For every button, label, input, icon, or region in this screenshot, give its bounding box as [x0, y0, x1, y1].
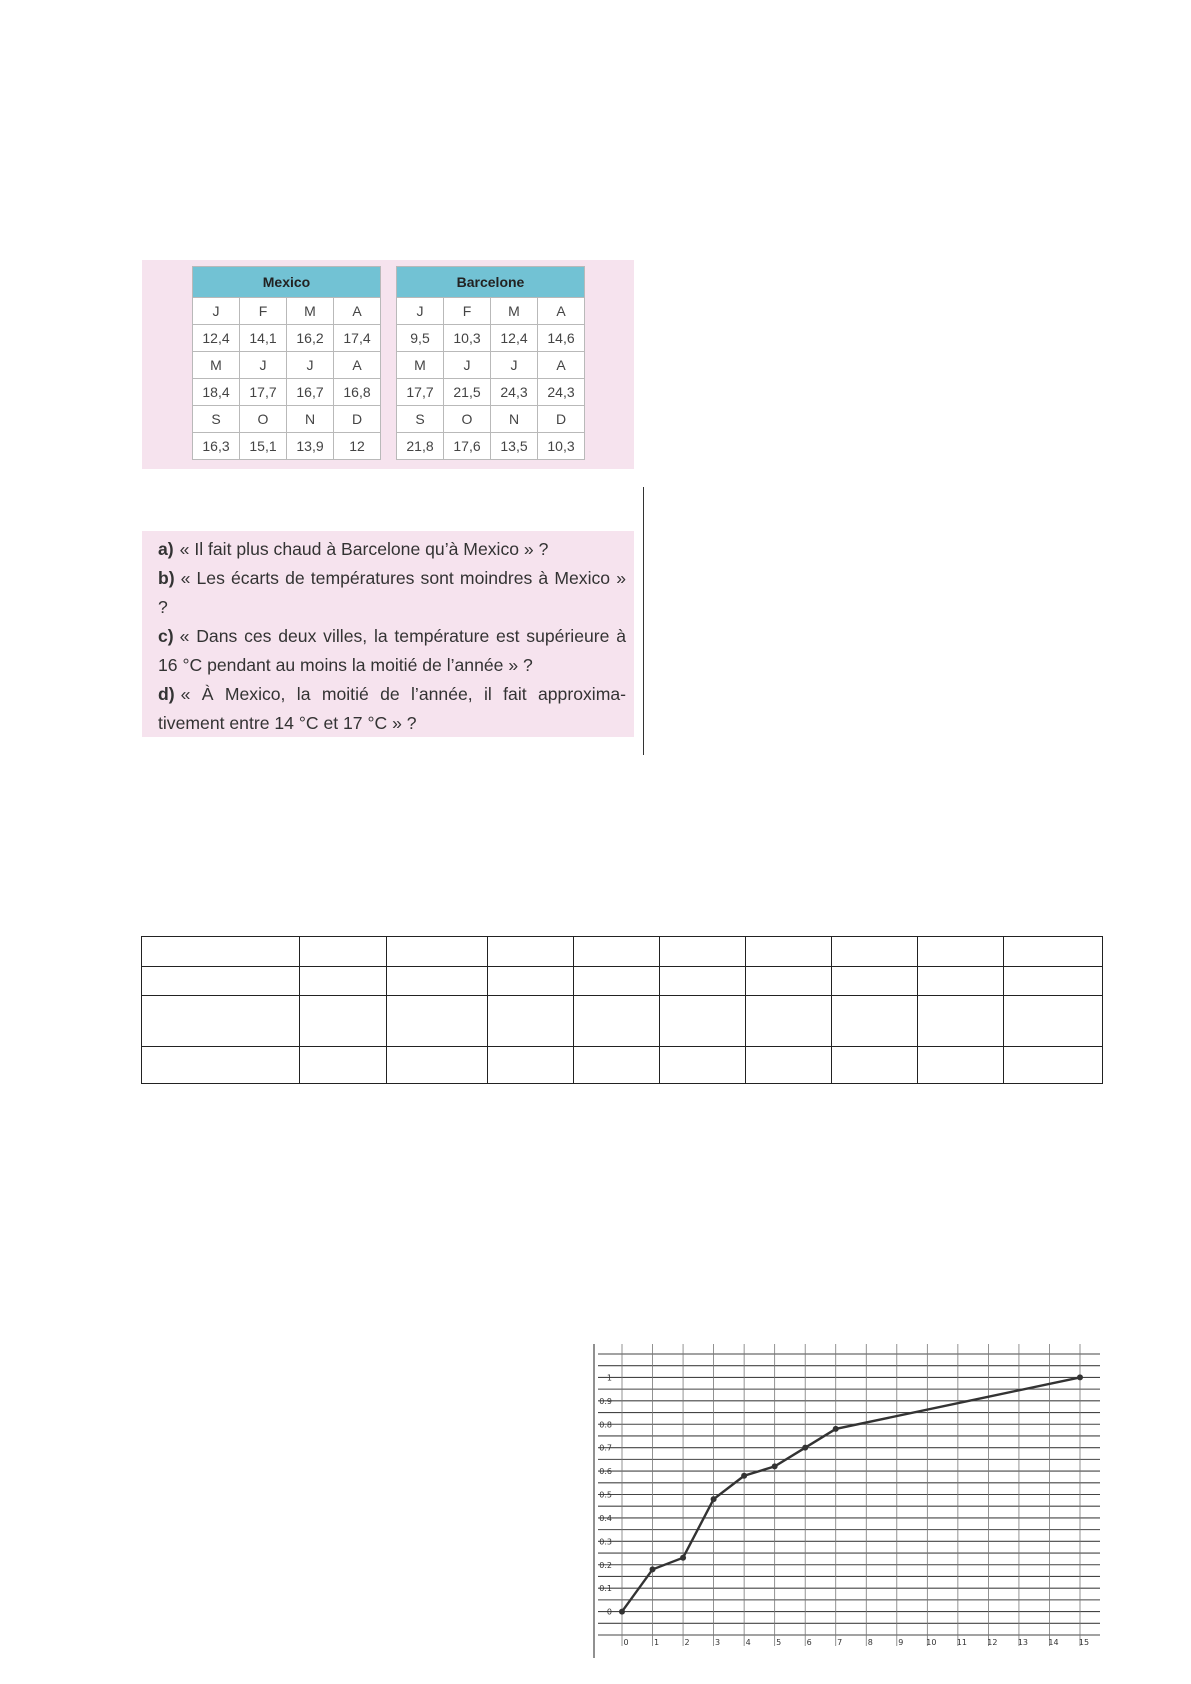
temperature-cell: 9,5 — [397, 325, 444, 352]
table-cell — [1004, 996, 1103, 1047]
x-tick-label: 9 — [898, 1638, 904, 1647]
table-cell — [660, 996, 746, 1047]
temperature-cell: 16,2 — [287, 325, 334, 352]
y-tick-label: 0.1 — [599, 1584, 612, 1594]
question-text: « Il fait plus chaud à Barcelone qu’à Mexico » ? — [179, 539, 549, 559]
table-cell — [746, 937, 832, 967]
temperature-cell: 24,3 — [491, 379, 538, 406]
empty-answer-table — [141, 936, 1103, 1084]
table-cell — [574, 937, 660, 967]
table-row — [193, 406, 381, 433]
barcelone-table-title: Barcelone — [397, 267, 585, 298]
data-point — [680, 1555, 686, 1561]
question-letter: d) — [158, 684, 175, 704]
table-cell — [918, 996, 1004, 1047]
table-cell — [387, 967, 488, 996]
question-text: « Les écarts de températures sont moindres à Mexico » ? — [158, 568, 626, 617]
month-cell: O — [240, 406, 287, 433]
table-cell — [832, 937, 918, 967]
temperature-cell: 16,8 — [334, 379, 381, 406]
table-row — [397, 406, 585, 433]
question-letter: c) — [158, 626, 174, 646]
data-point — [772, 1463, 778, 1469]
y-tick-label: 0.9 — [599, 1396, 612, 1406]
table-cell — [142, 1047, 300, 1084]
month-cell: M — [287, 298, 334, 325]
table-cell — [300, 996, 387, 1047]
mexico-table — [192, 266, 381, 460]
table-cell — [574, 1047, 660, 1084]
table-row — [193, 298, 381, 325]
barcelone-table — [396, 266, 585, 460]
table-row — [142, 937, 1103, 967]
temperature-cell: 21,5 — [444, 379, 491, 406]
month-cell: O — [444, 406, 491, 433]
table-row — [397, 433, 585, 460]
table-row — [193, 433, 381, 460]
table-cell — [660, 937, 746, 967]
data-point — [833, 1426, 839, 1432]
table-row — [142, 967, 1103, 996]
table-cell — [832, 1047, 918, 1084]
table-cell — [488, 1047, 574, 1084]
x-tick-label: 5 — [776, 1638, 782, 1647]
x-tick-label: 7 — [837, 1638, 843, 1647]
month-cell: F — [444, 298, 491, 325]
question-d — [158, 680, 626, 738]
temperature-cell: 24,3 — [538, 379, 585, 406]
temperature-cell: 10,3 — [444, 325, 491, 352]
month-cell: S — [397, 406, 444, 433]
month-cell: S — [193, 406, 240, 433]
table-cell — [1004, 1047, 1103, 1084]
y-tick-label: 0.4 — [599, 1513, 612, 1523]
month-cell: J — [491, 352, 538, 379]
temperature-cell: 10,3 — [538, 433, 585, 460]
table-cell — [488, 967, 574, 996]
month-cell: J — [240, 352, 287, 379]
questions-panel — [142, 531, 634, 737]
question-text: « À Mexico, la moitié de l’année, il fait approxima-tivement entre 14 °C et 17 °C » ? — [158, 684, 626, 733]
x-tick-label: 11 — [956, 1638, 967, 1647]
table-cell — [918, 937, 1004, 967]
question-text: « Dans ces deux villes, la température est supérieure à 16 °C pendant au moins la moitié de l’année » ? — [158, 626, 626, 675]
temperature-cell: 14,1 — [240, 325, 287, 352]
table-cell — [660, 1047, 746, 1084]
data-point — [1077, 1374, 1083, 1380]
temperature-cell: 18,4 — [193, 379, 240, 406]
table-cell — [488, 996, 574, 1047]
temperature-cell: 13,9 — [287, 433, 334, 460]
table-cell — [142, 996, 300, 1047]
table-cell — [746, 967, 832, 996]
month-cell: F — [240, 298, 287, 325]
table-cell — [1004, 967, 1103, 996]
table-row — [397, 379, 585, 406]
month-cell: D — [538, 406, 585, 433]
table-cell — [142, 967, 300, 996]
question-c — [158, 622, 626, 680]
month-cell: A — [538, 298, 585, 325]
table-cell — [746, 1047, 832, 1084]
month-cell: A — [334, 298, 381, 325]
cumulative-frequency-chart — [580, 1336, 1100, 1658]
month-cell: M — [397, 352, 444, 379]
month-cell: J — [444, 352, 491, 379]
table-cell — [660, 967, 746, 996]
table-cell — [300, 937, 387, 967]
month-cell: J — [193, 298, 240, 325]
x-tick-label: 8 — [867, 1638, 873, 1647]
x-tick-label: 4 — [745, 1638, 751, 1647]
vertical-divider — [643, 487, 644, 755]
question-b — [158, 564, 626, 622]
x-tick-label: 13 — [1017, 1638, 1029, 1647]
month-cell: D — [334, 406, 381, 433]
data-point — [802, 1445, 808, 1451]
y-tick-label: 0.5 — [599, 1490, 612, 1500]
x-tick-label: 2 — [684, 1638, 690, 1647]
temperature-cell: 16,7 — [287, 379, 334, 406]
data-point — [741, 1473, 747, 1479]
table-cell — [918, 1047, 1004, 1084]
table-row — [193, 379, 381, 406]
table-cell — [387, 996, 488, 1047]
table-cell — [300, 1047, 387, 1084]
data-point — [650, 1566, 656, 1572]
question-letter: a) — [158, 539, 174, 559]
table-cell — [387, 937, 488, 967]
y-tick-label: 0.6 — [599, 1467, 612, 1477]
data-point — [619, 1609, 625, 1615]
temperature-cell: 16,3 — [193, 433, 240, 460]
month-cell: A — [538, 352, 585, 379]
temperature-cell: 17,4 — [334, 325, 381, 352]
table-cell — [918, 967, 1004, 996]
table-cell — [574, 996, 660, 1047]
temperature-cell: 12,4 — [193, 325, 240, 352]
table-cell — [574, 967, 660, 996]
month-cell: M — [193, 352, 240, 379]
mexico-table-title: Mexico — [193, 267, 381, 298]
x-tick-label: 1 — [653, 1638, 660, 1647]
table-row — [193, 352, 381, 379]
temperature-cell: 15,1 — [240, 433, 287, 460]
table-row — [397, 352, 585, 379]
y-tick-label: 0.2 — [599, 1560, 612, 1570]
y-tick-label: 0.7 — [599, 1443, 612, 1453]
x-tick-label: 14 — [1048, 1638, 1059, 1647]
table-row — [142, 1047, 1103, 1084]
table-cell — [1004, 937, 1103, 967]
y-tick-label: 0 — [606, 1607, 612, 1617]
temperature-cell: 12,4 — [491, 325, 538, 352]
temperature-cell: 17,7 — [240, 379, 287, 406]
x-tick-label: 3 — [715, 1638, 721, 1647]
table-cell — [300, 967, 387, 996]
y-tick-label: 0.3 — [599, 1537, 612, 1547]
month-cell: J — [397, 298, 444, 325]
y-tick-label: 1 — [606, 1373, 612, 1383]
temperature-cell: 21,8 — [397, 433, 444, 460]
question-a — [158, 535, 626, 564]
x-tick-label: 15 — [1078, 1638, 1090, 1647]
table-row — [397, 325, 585, 352]
month-cell: N — [287, 406, 334, 433]
table-cell — [142, 937, 300, 967]
temperature-cell: 17,6 — [444, 433, 491, 460]
temperature-cell: 17,7 — [397, 379, 444, 406]
month-cell: N — [491, 406, 538, 433]
question-letter: b) — [158, 568, 175, 588]
temperature-cell: 12 — [334, 433, 381, 460]
data-point — [711, 1496, 717, 1502]
temperature-cell: 13,5 — [491, 433, 538, 460]
y-tick-label: 0.8 — [599, 1420, 612, 1430]
table-cell — [832, 996, 918, 1047]
table-cell — [387, 1047, 488, 1084]
month-cell: M — [491, 298, 538, 325]
table-row — [397, 298, 585, 325]
table-row — [193, 325, 381, 352]
x-tick-label: 12 — [987, 1638, 998, 1647]
temperature-tables-panel — [142, 260, 634, 469]
x-tick-label: 0 — [623, 1638, 629, 1647]
x-tick-label: 10 — [926, 1638, 937, 1647]
table-row — [142, 996, 1103, 1047]
temperature-cell: 14,6 — [538, 325, 585, 352]
table-cell — [832, 967, 918, 996]
table-cell — [746, 996, 832, 1047]
month-cell: J — [287, 352, 334, 379]
table-cell — [488, 937, 574, 967]
x-tick-label: 6 — [806, 1638, 812, 1647]
month-cell: A — [334, 352, 381, 379]
